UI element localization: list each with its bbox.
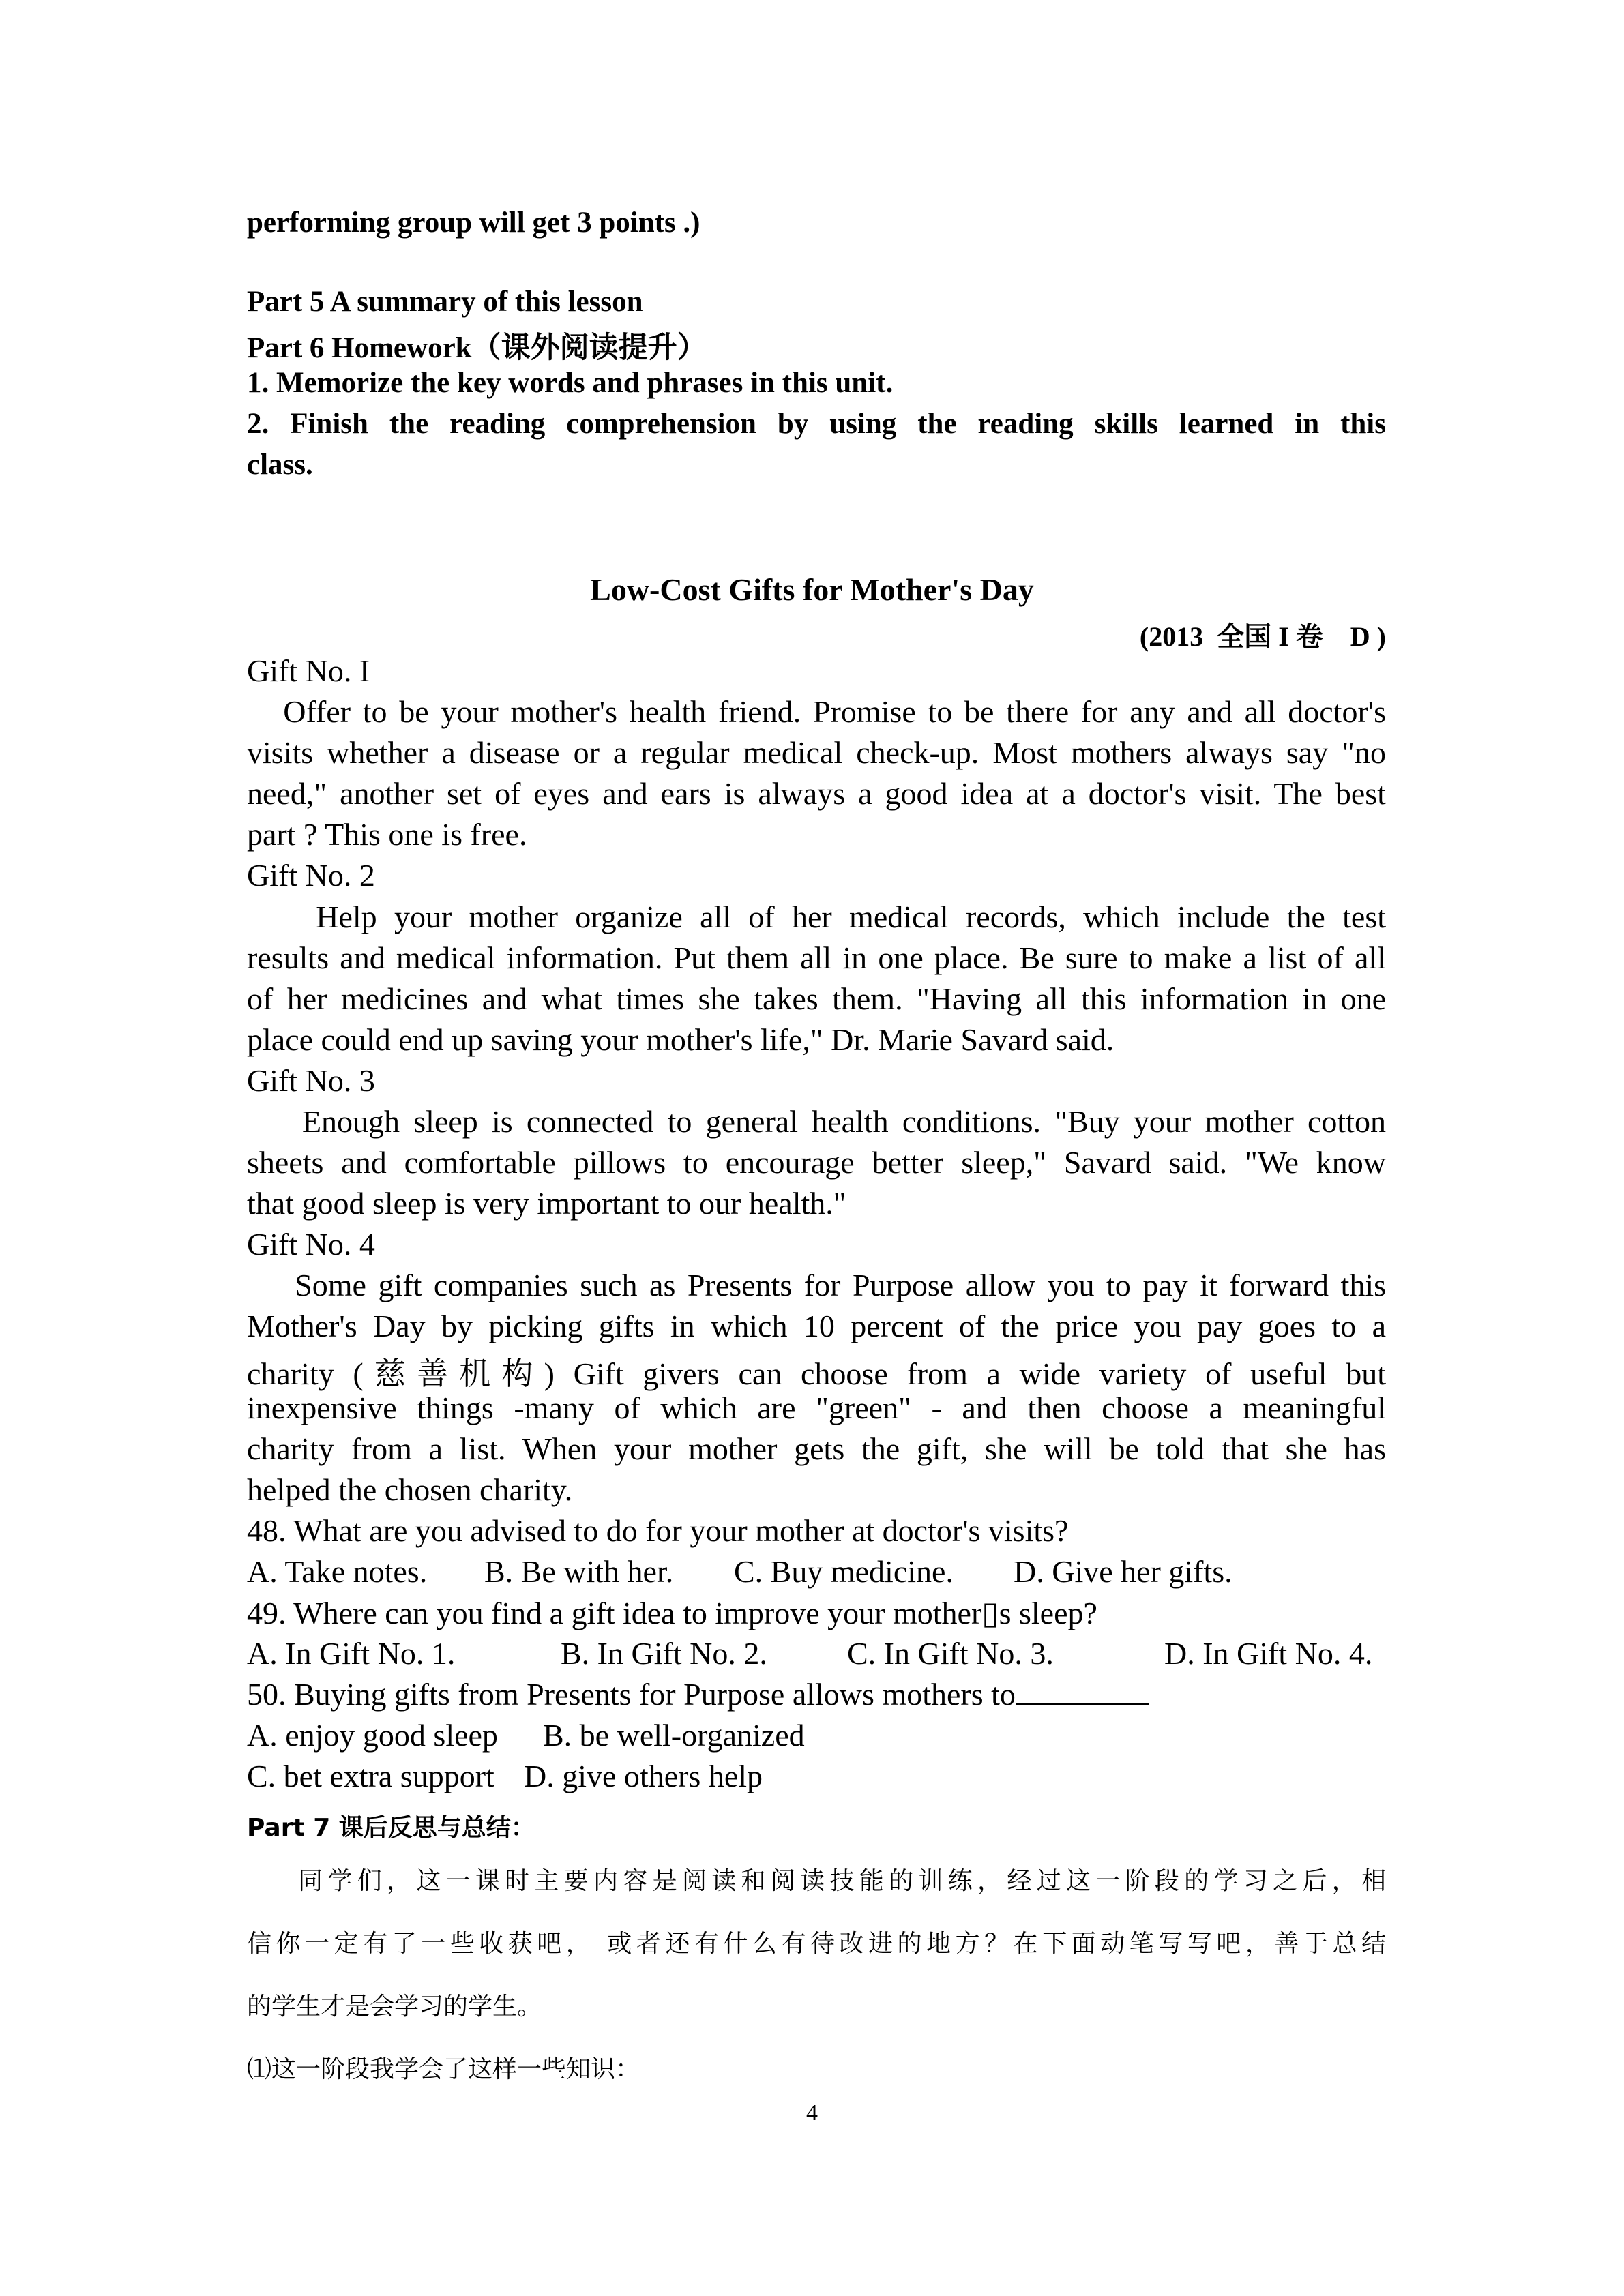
gift1-line: Offer to be your mother's health friend. Promise to be there for any and all doctor's — [247, 694, 1387, 729]
part7-item-1: ⑴这一阶段我学会了这样一些知识： — [247, 2055, 640, 2083]
page-number: 4 — [806, 2100, 818, 2126]
q50-option-b[interactable]: B. be well-organized — [543, 1718, 805, 1753]
carryover-text: performing group will get 3 points .) — [247, 207, 700, 239]
homework-item-2-line1: 2. Finish the reading comprehension by using the reading skills learned in this — [247, 408, 1386, 440]
gift3-line: Enough sleep is connected to general health conditions. "Buy your mother cotton — [247, 1104, 1386, 1139]
gift2-line: place could end up saving your mother's life," Dr. Marie Savard said. — [247, 1022, 1114, 1057]
question-48: 48. What are you advised to do for your mother at doctor's visits? — [247, 1513, 1069, 1548]
gift2-line: results and medical information. Put them all in one place. Be sure to make a list of all — [247, 940, 1386, 975]
q50-option-a[interactable]: A. enjoy good sleep — [247, 1718, 498, 1753]
q50-option-c[interactable]: C. bet extra support — [247, 1759, 494, 1793]
gift1-line: visits whether a disease or a regular medical check-up. Most mothers always say "no — [247, 735, 1386, 770]
gift4-heading: Gift No. 4 — [247, 1227, 375, 1262]
question-49: 49. Where can you find a gift idea to improve your mother▯s sleep? — [247, 1596, 1097, 1630]
gift3-line: that good sleep is very important to our health." — [247, 1186, 846, 1221]
question-50-text: 50. Buying gifts from Presents for Purpose allows mothers to — [247, 1677, 1016, 1712]
gift3-line: sheets and comfortable pillows to encourage better sleep," Savard said. "We know — [247, 1145, 1386, 1180]
q49-option-d[interactable]: D. In Gift No. 4. — [1164, 1636, 1373, 1671]
answer-blank[interactable] — [1016, 1677, 1149, 1705]
q50-option-d[interactable]: D. give others help — [524, 1759, 763, 1793]
q48-option-c[interactable]: C. Buy medicine. — [734, 1554, 954, 1589]
gift1-line: need," another set of eyes and ears is always a good idea at a doctor's visit. The best — [247, 776, 1386, 811]
gift4-line: Mother's Day by picking gifts in which 10 percent of the price you pay goes to a — [247, 1309, 1386, 1343]
gift2-line: Help your mother organize all of her medical records, which include the test — [247, 899, 1386, 934]
part7-paragraph-line: 信你一定有了一些收获吧， 或者还有什么有待改进的地方？在下面动笔写写吧，善于总结 — [247, 1930, 1386, 1958]
gift4-line: charity from a list. When your mother gets the gift, she will be told that she has — [247, 1431, 1386, 1466]
part7-heading: Part 7 课后反思与总结： — [247, 1814, 535, 1842]
part7-paragraph-line: 同学们，这一课时主要内容是阅读和阅读技能的训练，经过这一阶段的学习之后，相 — [247, 1867, 1386, 1895]
part6-heading: Part 6 Homework（课外阅读提升） — [247, 332, 707, 364]
article-title: Low-Cost Gifts for Mother's Day — [590, 572, 1034, 607]
gift4-line: charity (慈善机构) Gift givers can choose from a wide variety of useful but — [247, 1356, 1386, 1391]
article-source: (2013 全国 I 卷 D ) — [1139, 621, 1386, 652]
q49-option-a[interactable]: A. In Gift No. 1. — [247, 1636, 456, 1671]
homework-item-2-line2: class. — [247, 449, 313, 481]
gift2-line: of her medicines and what times she takes them. "Having all this information in one — [247, 981, 1386, 1016]
q48-option-b[interactable]: B. Be with her. — [484, 1554, 674, 1589]
q48-option-a[interactable]: A. Take notes. — [247, 1554, 428, 1589]
gift4-line: inexpensive things -many of which are "green" - and then choose a meaningful — [247, 1390, 1386, 1425]
question-50 — [247, 1676, 1149, 1712]
gift4-line: Some gift companies such as Presents for Purpose allow you to pay it forward this — [247, 1268, 1386, 1302]
part5-heading: Part 5 A summary of this lesson — [247, 286, 643, 318]
gift2-heading: Gift No. 2 — [247, 858, 375, 893]
q48-option-d[interactable]: D. Give her gifts. — [1014, 1554, 1232, 1589]
q49-option-c[interactable]: C. In Gift No. 3. — [847, 1636, 1054, 1671]
part7-paragraph-line: 的学生才是会学习的学生。 — [247, 1993, 542, 2021]
gift4-line: helped the chosen charity. — [247, 1472, 573, 1507]
homework-item-1: 1. Memorize the key words and phrases in this unit. — [247, 367, 894, 399]
q49-option-b[interactable]: B. In Gift No. 2. — [561, 1636, 767, 1671]
gift3-heading: Gift No. 3 — [247, 1063, 375, 1098]
gift1-line: part ? This one is free. — [247, 817, 527, 852]
gift1-heading: Gift No. I — [247, 653, 370, 688]
